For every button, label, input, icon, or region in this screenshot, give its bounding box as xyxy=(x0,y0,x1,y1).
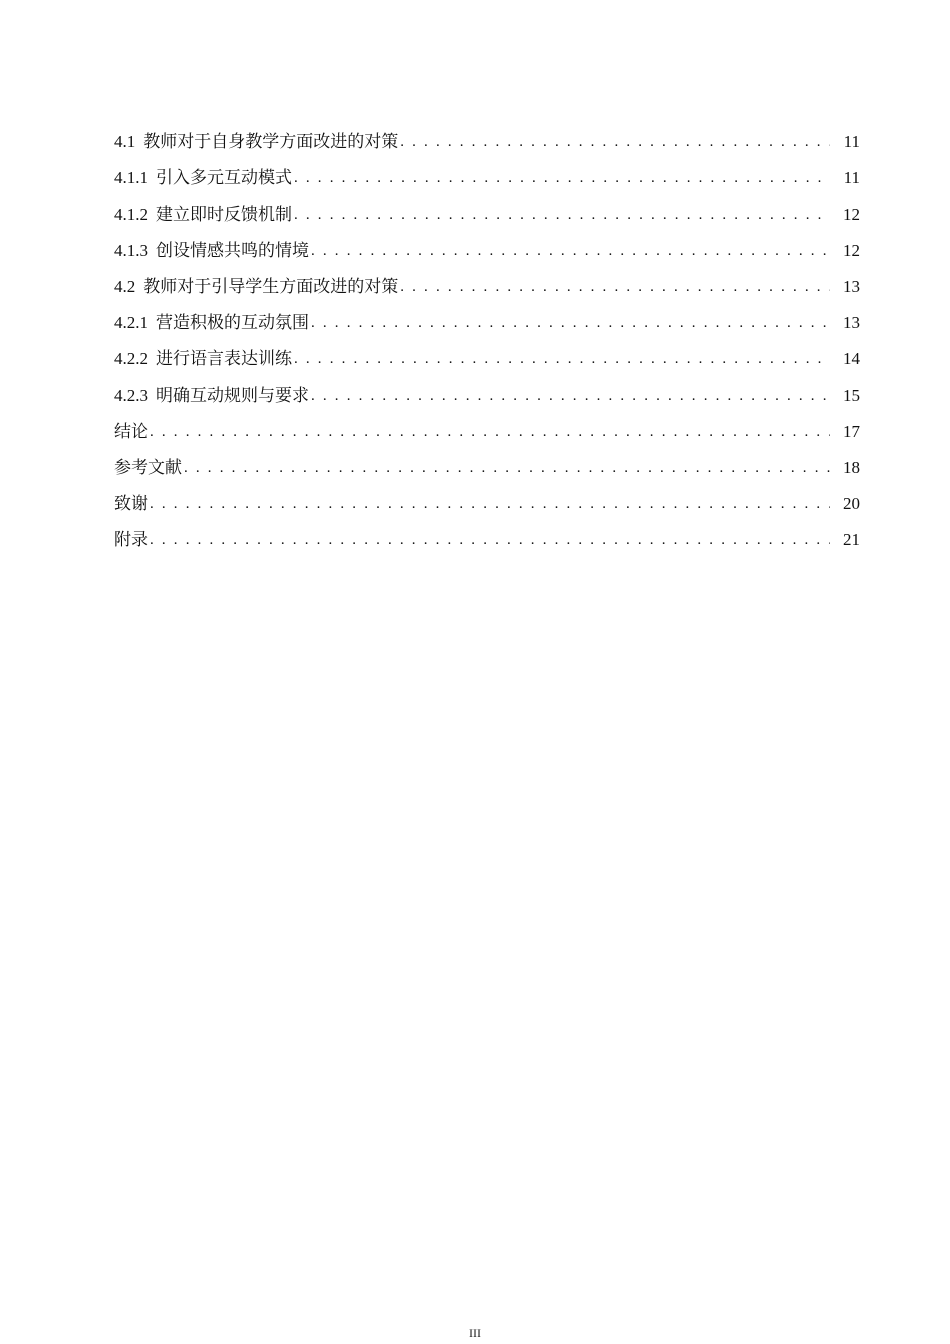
toc-entry-page: 12 xyxy=(843,204,860,224)
toc-entry-page: 13 xyxy=(843,313,860,333)
page-number-footer: III xyxy=(469,1326,481,1340)
toc-entry-page: 21 xyxy=(843,530,860,550)
toc-entry[interactable] xyxy=(114,299,860,335)
toc-leader-dots xyxy=(400,130,830,154)
toc-entry-title: 引入多元互动模式 xyxy=(156,168,292,188)
toc-leader-dots xyxy=(184,456,830,480)
toc-leader-dots xyxy=(150,528,830,552)
toc-entry-page: 12 xyxy=(843,240,860,260)
toc-leader-dots xyxy=(150,420,830,444)
toc-entry[interactable] xyxy=(114,154,860,190)
toc-entry-title: 营造积极的互动氛围 xyxy=(156,313,309,333)
toc-entry-title: 创设情感共鸣的情境 xyxy=(156,240,309,260)
toc-entry-page: 14 xyxy=(843,349,860,369)
toc-leader-dots xyxy=(294,166,830,190)
toc-entry-page: 15 xyxy=(843,385,860,405)
toc-entry-number: 4.2 xyxy=(114,276,136,296)
toc-entry-title: 教师对于引导学生方面改进的对策 xyxy=(143,276,399,296)
toc-entry-title: 参考文献 xyxy=(114,457,182,477)
toc-entry-title: 附录 xyxy=(114,530,148,550)
toc-entry-title: 教师对于自身教学方面改进的对策 xyxy=(143,132,399,152)
toc-leader-dots xyxy=(311,311,830,335)
toc-entry[interactable] xyxy=(114,371,860,407)
toc-leader-dots xyxy=(150,492,830,516)
toc-entry[interactable] xyxy=(114,118,860,154)
toc-leader-dots xyxy=(400,275,830,299)
toc-entry-page: 20 xyxy=(843,494,860,514)
toc-entry[interactable] xyxy=(114,263,860,299)
toc-entry-title: 进行语言表达训练 xyxy=(156,349,292,369)
toc-entry-number: 4.2.1 xyxy=(114,313,148,333)
toc-entry-page: 18 xyxy=(843,457,860,477)
toc-entry[interactable] xyxy=(114,227,860,263)
toc-entry-title: 致谢 xyxy=(114,494,148,514)
toc-entry[interactable] xyxy=(114,480,860,516)
toc-entry[interactable] xyxy=(114,444,860,480)
toc-entry[interactable] xyxy=(114,408,860,444)
toc-entry-page: 11 xyxy=(843,132,860,152)
table-of-contents xyxy=(114,118,860,552)
toc-entry-number: 4.1.2 xyxy=(114,204,148,224)
toc-leader-dots xyxy=(311,239,830,263)
toc-entry[interactable] xyxy=(114,516,860,552)
toc-leader-dots xyxy=(294,347,830,371)
toc-entry[interactable] xyxy=(114,190,860,226)
toc-entry-number: 4.1.3 xyxy=(114,240,148,260)
toc-entry-page: 11 xyxy=(843,168,860,188)
toc-leader-dots xyxy=(294,203,830,227)
toc-entry-page: 17 xyxy=(843,421,860,441)
toc-entry-title: 明确互动规则与要求 xyxy=(156,385,309,405)
toc-leader-dots xyxy=(311,384,830,408)
toc-entry-title: 建立即时反馈机制 xyxy=(156,204,292,224)
toc-entry[interactable] xyxy=(114,335,860,371)
toc-entry-number: 4.1 xyxy=(114,132,136,152)
toc-entry-number: 4.2.3 xyxy=(114,385,148,405)
toc-entry-title: 结论 xyxy=(114,421,148,441)
toc-entry-number: 4.2.2 xyxy=(114,349,148,369)
toc-entry-page: 13 xyxy=(843,276,860,296)
toc-entry-number: 4.1.1 xyxy=(114,168,148,188)
